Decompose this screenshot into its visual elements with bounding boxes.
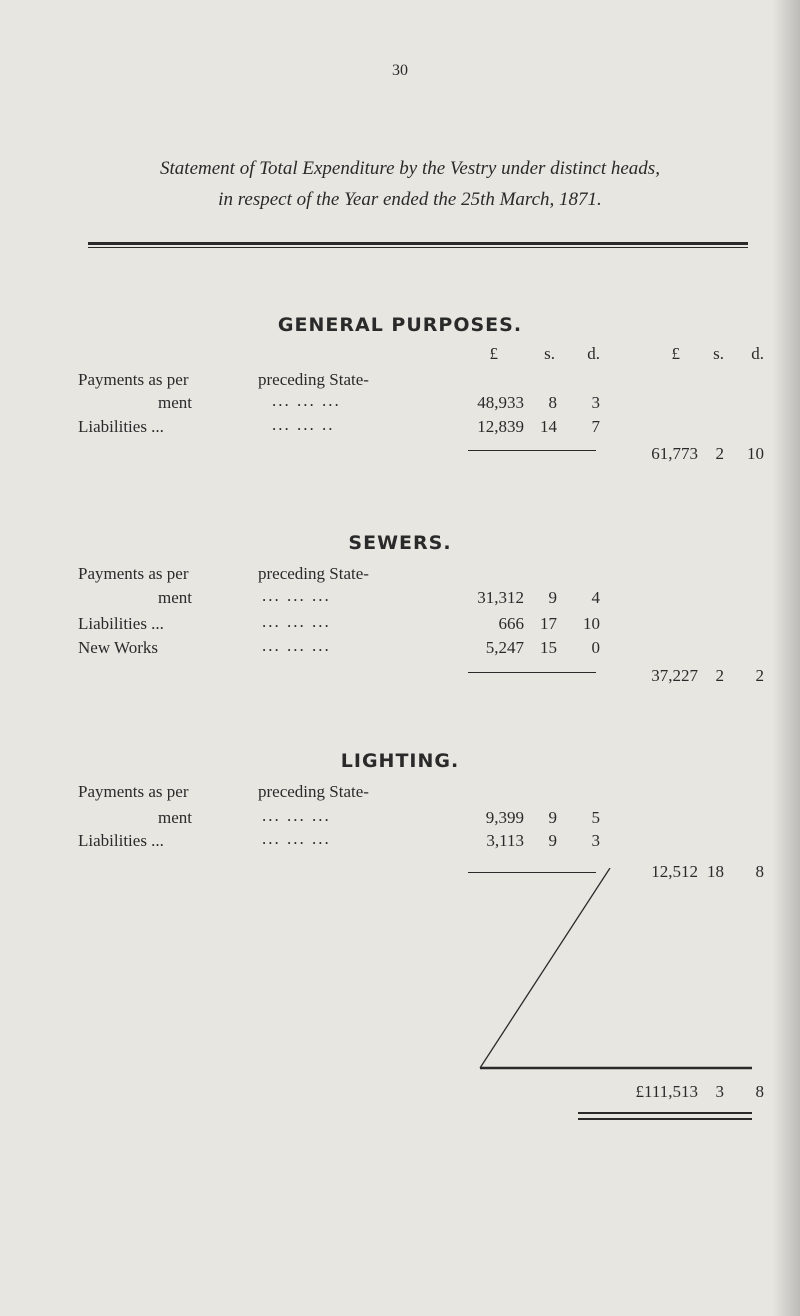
grand-total-double-rule-upper <box>578 1112 752 1114</box>
amount-pence: 0 <box>591 638 600 657</box>
amount-pence: 7 <box>591 417 600 436</box>
section-total-shillings: 2 <box>715 444 724 463</box>
leader-dots: ... ... ... <box>262 806 331 825</box>
row-label: Payments as per <box>78 564 189 583</box>
leader-dots: ... ... ... <box>262 636 331 655</box>
grand-total-double-rule-lower <box>578 1118 752 1120</box>
page-edge-shadow <box>772 0 800 1316</box>
leader-dots: ... ... .. <box>272 415 335 434</box>
row-label-continuation: preceding State- <box>258 782 369 801</box>
row-label-line-2: ment <box>158 588 192 607</box>
row-label: Liabilities ... <box>78 417 164 436</box>
amount-shillings: 14 <box>540 417 557 436</box>
leader-dots: ... ... ... <box>272 391 341 410</box>
column-header-pounds: £ <box>489 344 498 363</box>
section-total-pounds: 37,227 <box>651 666 698 685</box>
amount-shillings: 9 <box>548 588 557 607</box>
amount-pounds: 31,312 <box>477 588 524 607</box>
grand-total-pounds: £111,513 <box>635 1082 698 1101</box>
row-label: Liabilities ... <box>78 614 164 633</box>
page-number: 30 <box>392 62 408 79</box>
column-header-pence: d. <box>587 344 600 363</box>
diagonal-flourish <box>470 868 770 1088</box>
amount-pounds: 3,113 <box>486 831 524 850</box>
section-total-pence: 10 <box>747 444 764 463</box>
row-label-continuation: preceding State- <box>258 564 369 583</box>
row-label: Liabilities ... <box>78 831 164 850</box>
amount-pence: 5 <box>591 808 600 827</box>
section-total-shillings: 2 <box>715 666 724 685</box>
amount-pence: 4 <box>591 588 600 607</box>
section-heading-sewers: SEWERS. <box>348 532 452 554</box>
amount-pence: 3 <box>591 393 600 412</box>
section-total-pounds: 61,773 <box>651 444 698 463</box>
amount-pounds: 48,933 <box>477 393 524 412</box>
leader-dots: ... ... ... <box>262 612 331 631</box>
section-total-pence: 2 <box>755 666 764 685</box>
amount-shillings: 9 <box>548 808 557 827</box>
column-header-shillings: s. <box>544 344 555 363</box>
section-heading-general-purposes: GENERAL PURPOSES. <box>277 314 523 336</box>
section-heading-lighting: LIGHTING. <box>340 750 460 772</box>
leader-dots: ... ... ... <box>262 829 331 848</box>
amount-shillings: 17 <box>540 614 557 633</box>
amount-pounds: 12,839 <box>477 417 524 436</box>
row-label: Payments as per <box>78 370 189 389</box>
column-header-total-shillings: s. <box>713 344 724 363</box>
row-label: New Works <box>78 638 159 657</box>
statement-title-line-2: in respect of the Year ended the 25th March, 1871. <box>218 189 602 210</box>
amount-pence: 10 <box>583 614 600 633</box>
row-label-continuation: preceding State- <box>258 370 369 389</box>
row-label-line-2: ment <box>158 393 192 412</box>
section-total-shillings: 18 <box>707 862 724 881</box>
section-total-pounds: 12,512 <box>651 862 698 881</box>
grand-total-shillings: 3 <box>715 1082 724 1101</box>
title-rule-thin <box>88 247 748 248</box>
amount-pounds: 5,247 <box>485 638 524 657</box>
row-label-line-2: ment <box>158 808 192 827</box>
amount-shillings: 15 <box>540 638 557 657</box>
leader-dots: ... ... ... <box>262 586 331 605</box>
title-rule-thick <box>88 242 748 245</box>
amount-pounds: 9,399 <box>485 808 524 827</box>
column-header-total-pence: d. <box>751 344 764 363</box>
statement-title-line-1: Statement of Total Expenditure by the Vestry under distinct heads, <box>160 158 660 179</box>
column-header-total-pounds: £ <box>671 344 680 363</box>
grand-total-pence: 8 <box>755 1082 764 1101</box>
amount-shillings: 9 <box>548 831 557 850</box>
amount-pence: 3 <box>591 831 600 850</box>
section-total-pence: 8 <box>755 862 764 881</box>
diagonal-stroke <box>480 868 610 1068</box>
amount-shillings: 8 <box>548 393 557 412</box>
amount-pounds: 666 <box>498 614 524 633</box>
row-label: Payments as per <box>78 782 189 801</box>
